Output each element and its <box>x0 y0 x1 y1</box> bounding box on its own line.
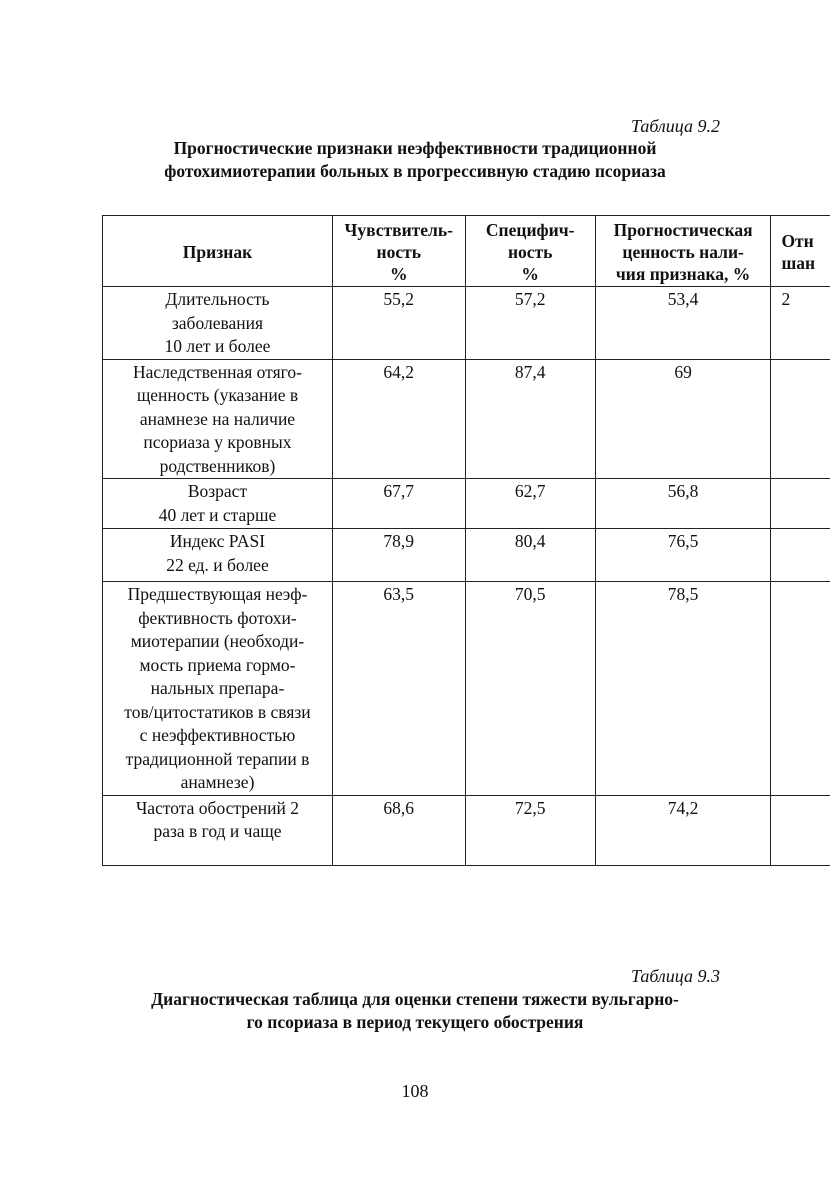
cell-cut <box>771 479 830 529</box>
cell-sign: Предшествующая неэф- фективность фотохи- миотерапии (необходи- мость приема гормо- нальных препара- тов/цитостатиков в связи с неэффективностью традиционной терапии в анамнезе) <box>103 582 333 796</box>
cell-cut: 2 <box>771 287 830 360</box>
cell-sensitivity: 63,5 <box>332 582 465 796</box>
cell-sensitivity: 67,7 <box>332 479 465 529</box>
cell-cut <box>771 529 830 582</box>
cell-sensitivity: 64,2 <box>332 359 465 479</box>
header-sign: Признак <box>103 216 333 287</box>
cell-sign: Частота обострений 2 раза в год и чаще <box>103 795 333 865</box>
table-title: Прогностические признаки неэффективности традиционной фотохимиотерапии больных в прогрессивную стадию псориаза <box>164 138 666 181</box>
cell-cut <box>771 795 830 865</box>
table-row <box>103 582 830 796</box>
header-sensitivity: Чувствитель- ность % <box>332 216 465 287</box>
cell-prognostic-value: 53,4 <box>595 287 771 360</box>
cell-sensitivity: 68,6 <box>332 795 465 865</box>
table-title: Диагностическая таблица для оценки степени тяжести вульгарно- го псориаза в период текущего обострения <box>151 989 679 1032</box>
cell-specificity: 70,5 <box>465 582 595 796</box>
cell-specificity: 62,7 <box>465 479 595 529</box>
table-row <box>103 529 830 582</box>
table-label: Таблица 9.2 <box>630 116 720 136</box>
cell-prognostic-value: 74,2 <box>595 795 771 865</box>
table-row <box>103 479 830 529</box>
header-odds-ratio-cut: Отн шан <box>771 216 830 287</box>
cell-specificity: 57,2 <box>465 287 595 360</box>
cell-prognostic-value: 69 <box>595 359 771 479</box>
cell-cut <box>771 359 830 479</box>
header-prognostic-value: Прогностическая ценность нали- чия признака, % <box>595 216 771 287</box>
header-specificity: Специфич- ность % <box>465 216 595 287</box>
cell-sign: Длительность заболевания 10 лет и более <box>103 287 333 360</box>
cell-cut <box>771 582 830 796</box>
cell-prognostic-value: 76,5 <box>595 529 771 582</box>
table-row <box>103 359 830 479</box>
cell-prognostic-value: 56,8 <box>595 479 771 529</box>
table-label: Таблица 9.3 <box>630 966 720 986</box>
cell-specificity: 87,4 <box>465 359 595 479</box>
table-row <box>103 287 830 360</box>
table-row <box>103 795 830 865</box>
page-number: 108 <box>401 1081 429 1101</box>
cell-prognostic-value: 78,5 <box>595 582 771 796</box>
cell-specificity: 80,4 <box>465 529 595 582</box>
cell-sensitivity: 55,2 <box>332 287 465 360</box>
cell-sensitivity: 78,9 <box>332 529 465 582</box>
cell-specificity: 72,5 <box>465 795 595 865</box>
cell-sign: Возраст 40 лет и старше <box>103 479 333 529</box>
prognostic-signs-table <box>102 215 830 866</box>
table-header-row <box>103 216 830 287</box>
cell-sign: Индекс PASI 22 ед. и более <box>103 529 333 582</box>
cell-sign: Наследственная отяго- щенность (указание в анамнезе на наличие псориаза у кровных родственников) <box>103 359 333 479</box>
